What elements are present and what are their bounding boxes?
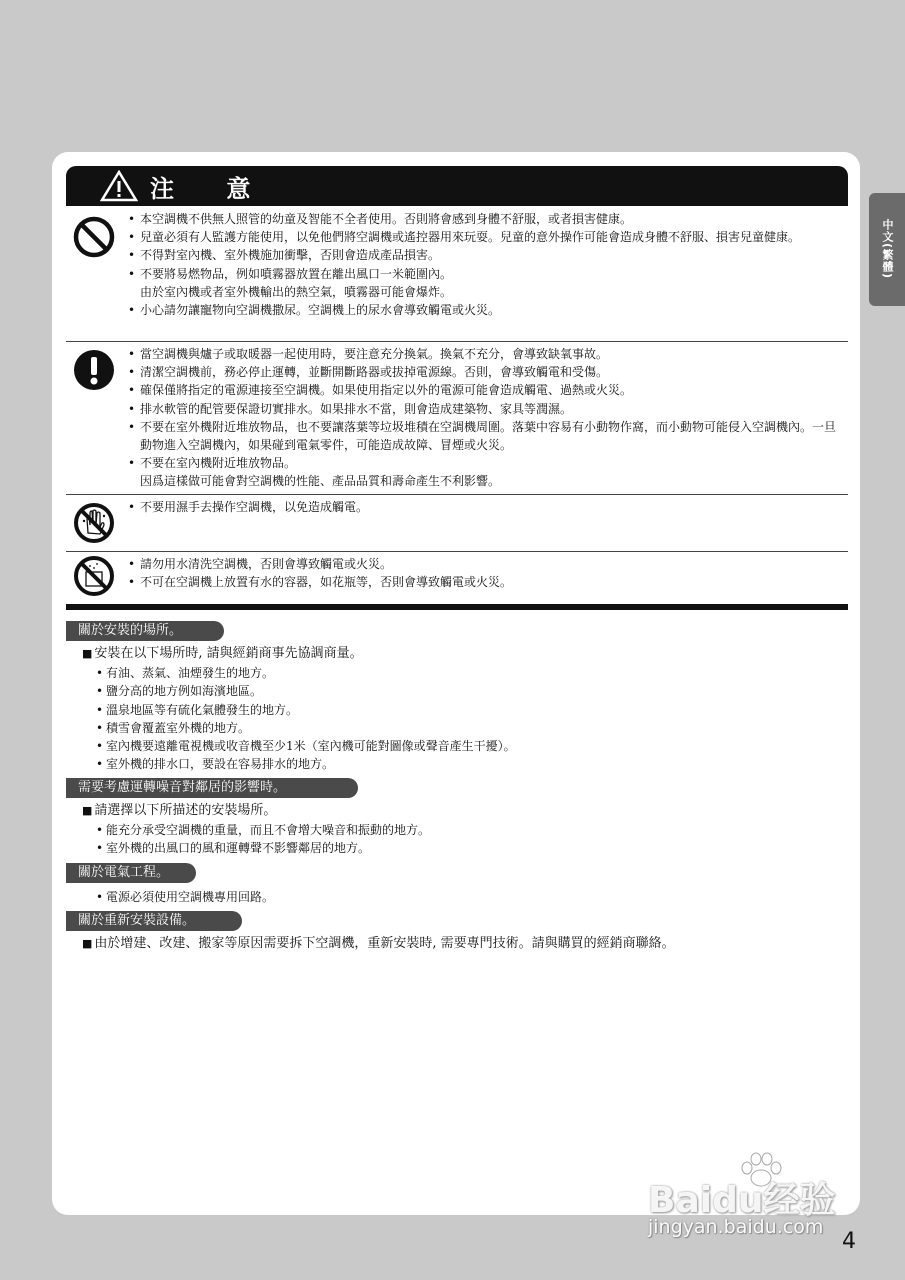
list-item: • 室內機要遠離電視機或收音機至少1米（室內機可能對圖像或聲音產生干擾）。 xyxy=(96,737,516,755)
caution-list xyxy=(126,498,841,516)
list-item: • 積雪會覆蓋室外機的地方。 xyxy=(96,719,516,737)
section-list xyxy=(96,664,516,774)
section-heading-install-location: 關於安裝的場所。 xyxy=(66,621,224,641)
section-list xyxy=(96,888,274,906)
caution-group-water xyxy=(66,552,848,604)
list-item: • 溫泉地區等有硫化氣體發生的地方。 xyxy=(96,701,516,719)
baidu-watermark xyxy=(640,1150,860,1240)
caution-item: • 本空調機不供無人照管的幼童及智能不全者使用。否則將會感到身體不舒服，或者損害健康。 xyxy=(126,210,841,228)
caution-group-wet-hands xyxy=(66,495,848,552)
caution-item: • 不要將易燃物品，例如噴霧器放置在離出風口一米範圍內。 由於室內機或者室外機輸出的熱空氣，噴霧器可能會爆炸。 xyxy=(126,265,841,301)
caution-item: • 不要用濕手去操作空調機，以免造成觸電。 xyxy=(126,498,841,516)
caution-list xyxy=(126,555,841,591)
watermark-url: jingyan.baidu.com xyxy=(648,1216,824,1238)
list-item: • 能充分承受空調機的重量，而且不會增大噪音和振動的地方。 xyxy=(96,821,430,839)
caution-item: • 小心請勿讓寵物向空調機撒尿。空調機上的尿水會導致觸電或火災。 xyxy=(126,301,841,319)
caution-item: • 不可在空調機上放置有水的容器，如花瓶等，否則會導致觸電或火災。 xyxy=(126,573,841,591)
caution-item: • 確保僅將指定的電源連接至空調機。如果使用指定以外的電源可能會造成觸電、過熱或火災。 xyxy=(126,381,841,399)
section-lead: ■ 由於增建、改建、搬家等原因需要拆下空調機，重新安裝時, 需要專門技術。請與購買的經銷商聯絡。 xyxy=(82,935,675,953)
caution-list xyxy=(126,210,841,319)
section-lead: ■ 安裝在以下場所時, 請與經銷商事先協調商量。 xyxy=(82,645,363,663)
caution-item: • 當空調機與爐子或取暖器一起使用時，要注意充分換氣。換氣不充分，會導致缺氧事故。 xyxy=(126,345,841,363)
caution-item: • 兒童必須有人監護方能使用，以免他們將空調機或遙控器用來玩耍。兒童的意外操作可能會造成身體不舒服、損害兒童健康。 xyxy=(126,228,841,246)
no-water-icon xyxy=(72,554,116,598)
prohibition-icon xyxy=(72,215,116,259)
caution-item: • 排水軟管的配管要保證切實排水。如果排水不當，則會造成建築物、家具等潤濕。 xyxy=(126,400,841,418)
list-item: • 電源必須使用空調機專用回路。 xyxy=(96,888,274,906)
section-heading-electrical: 關於電氣工程。 xyxy=(66,863,196,883)
list-item: • 室外機的排水口，要設在容易排水的地方。 xyxy=(96,755,516,773)
caution-item: • 請勿用水清洗空調機，否則會導致觸電或火災。 xyxy=(126,555,841,573)
no-wet-hands-icon xyxy=(72,501,116,545)
section-lead: ■ 請選擇以下所描述的安裝場所。 xyxy=(82,802,276,820)
caution-group-mandatory xyxy=(66,342,848,495)
list-item: • 室外機的出風口的風和運轉聲不影響鄰居的地方。 xyxy=(96,839,430,857)
list-item: • 鹽分高的地方例如海濱地區。 xyxy=(96,682,516,700)
caution-item: • 清潔空調機前，務必停止運轉，並斷開斷路器或拔掉電源線。否則，會導致觸電和受傷。 xyxy=(126,363,841,381)
section-heading-reinstall: 關於重新安裝設備。 xyxy=(66,911,242,931)
warning-triangle-icon xyxy=(100,170,138,202)
caution-title: 注 意 xyxy=(150,174,273,203)
page-number: 4 xyxy=(842,1229,856,1254)
section-heading-noise: 需要考慮運轉噪音對鄰居的影響時。 xyxy=(66,778,358,798)
caution-group-prohibited xyxy=(66,207,848,342)
caution-item: • 不要在室外機附近堆放物品，也不要讓落葉等垃圾堆積在空調機周圍。落葉中容易有小動物作窩，而小動物可能侵入空調機內。一旦動物進入空調機內，如果碰到電氣零件，可能造成故障、冒煙或火災。 xyxy=(126,418,841,454)
caution-header xyxy=(66,166,848,206)
list-item: • 有油、蒸氣、油煙發生的地方。 xyxy=(96,664,516,682)
section-list xyxy=(96,821,430,858)
watermark-logo: Baidu经验 xyxy=(648,1180,836,1221)
mandatory-action-icon xyxy=(72,348,116,392)
caution-list xyxy=(126,345,841,491)
language-tab-label: 中文(繁體) xyxy=(881,219,894,280)
language-tab[interactable] xyxy=(869,193,905,306)
caution-item: • 不要在室內機附近堆放物品。 因爲這樣做可能會對空調機的性能、產品品質和壽命產生不利影響。 xyxy=(126,454,841,490)
caution-item: • 不得對室內機、室外機施加衝擊，否則會造成產品損害。 xyxy=(126,246,841,264)
caution-bottom-rule xyxy=(66,604,848,610)
